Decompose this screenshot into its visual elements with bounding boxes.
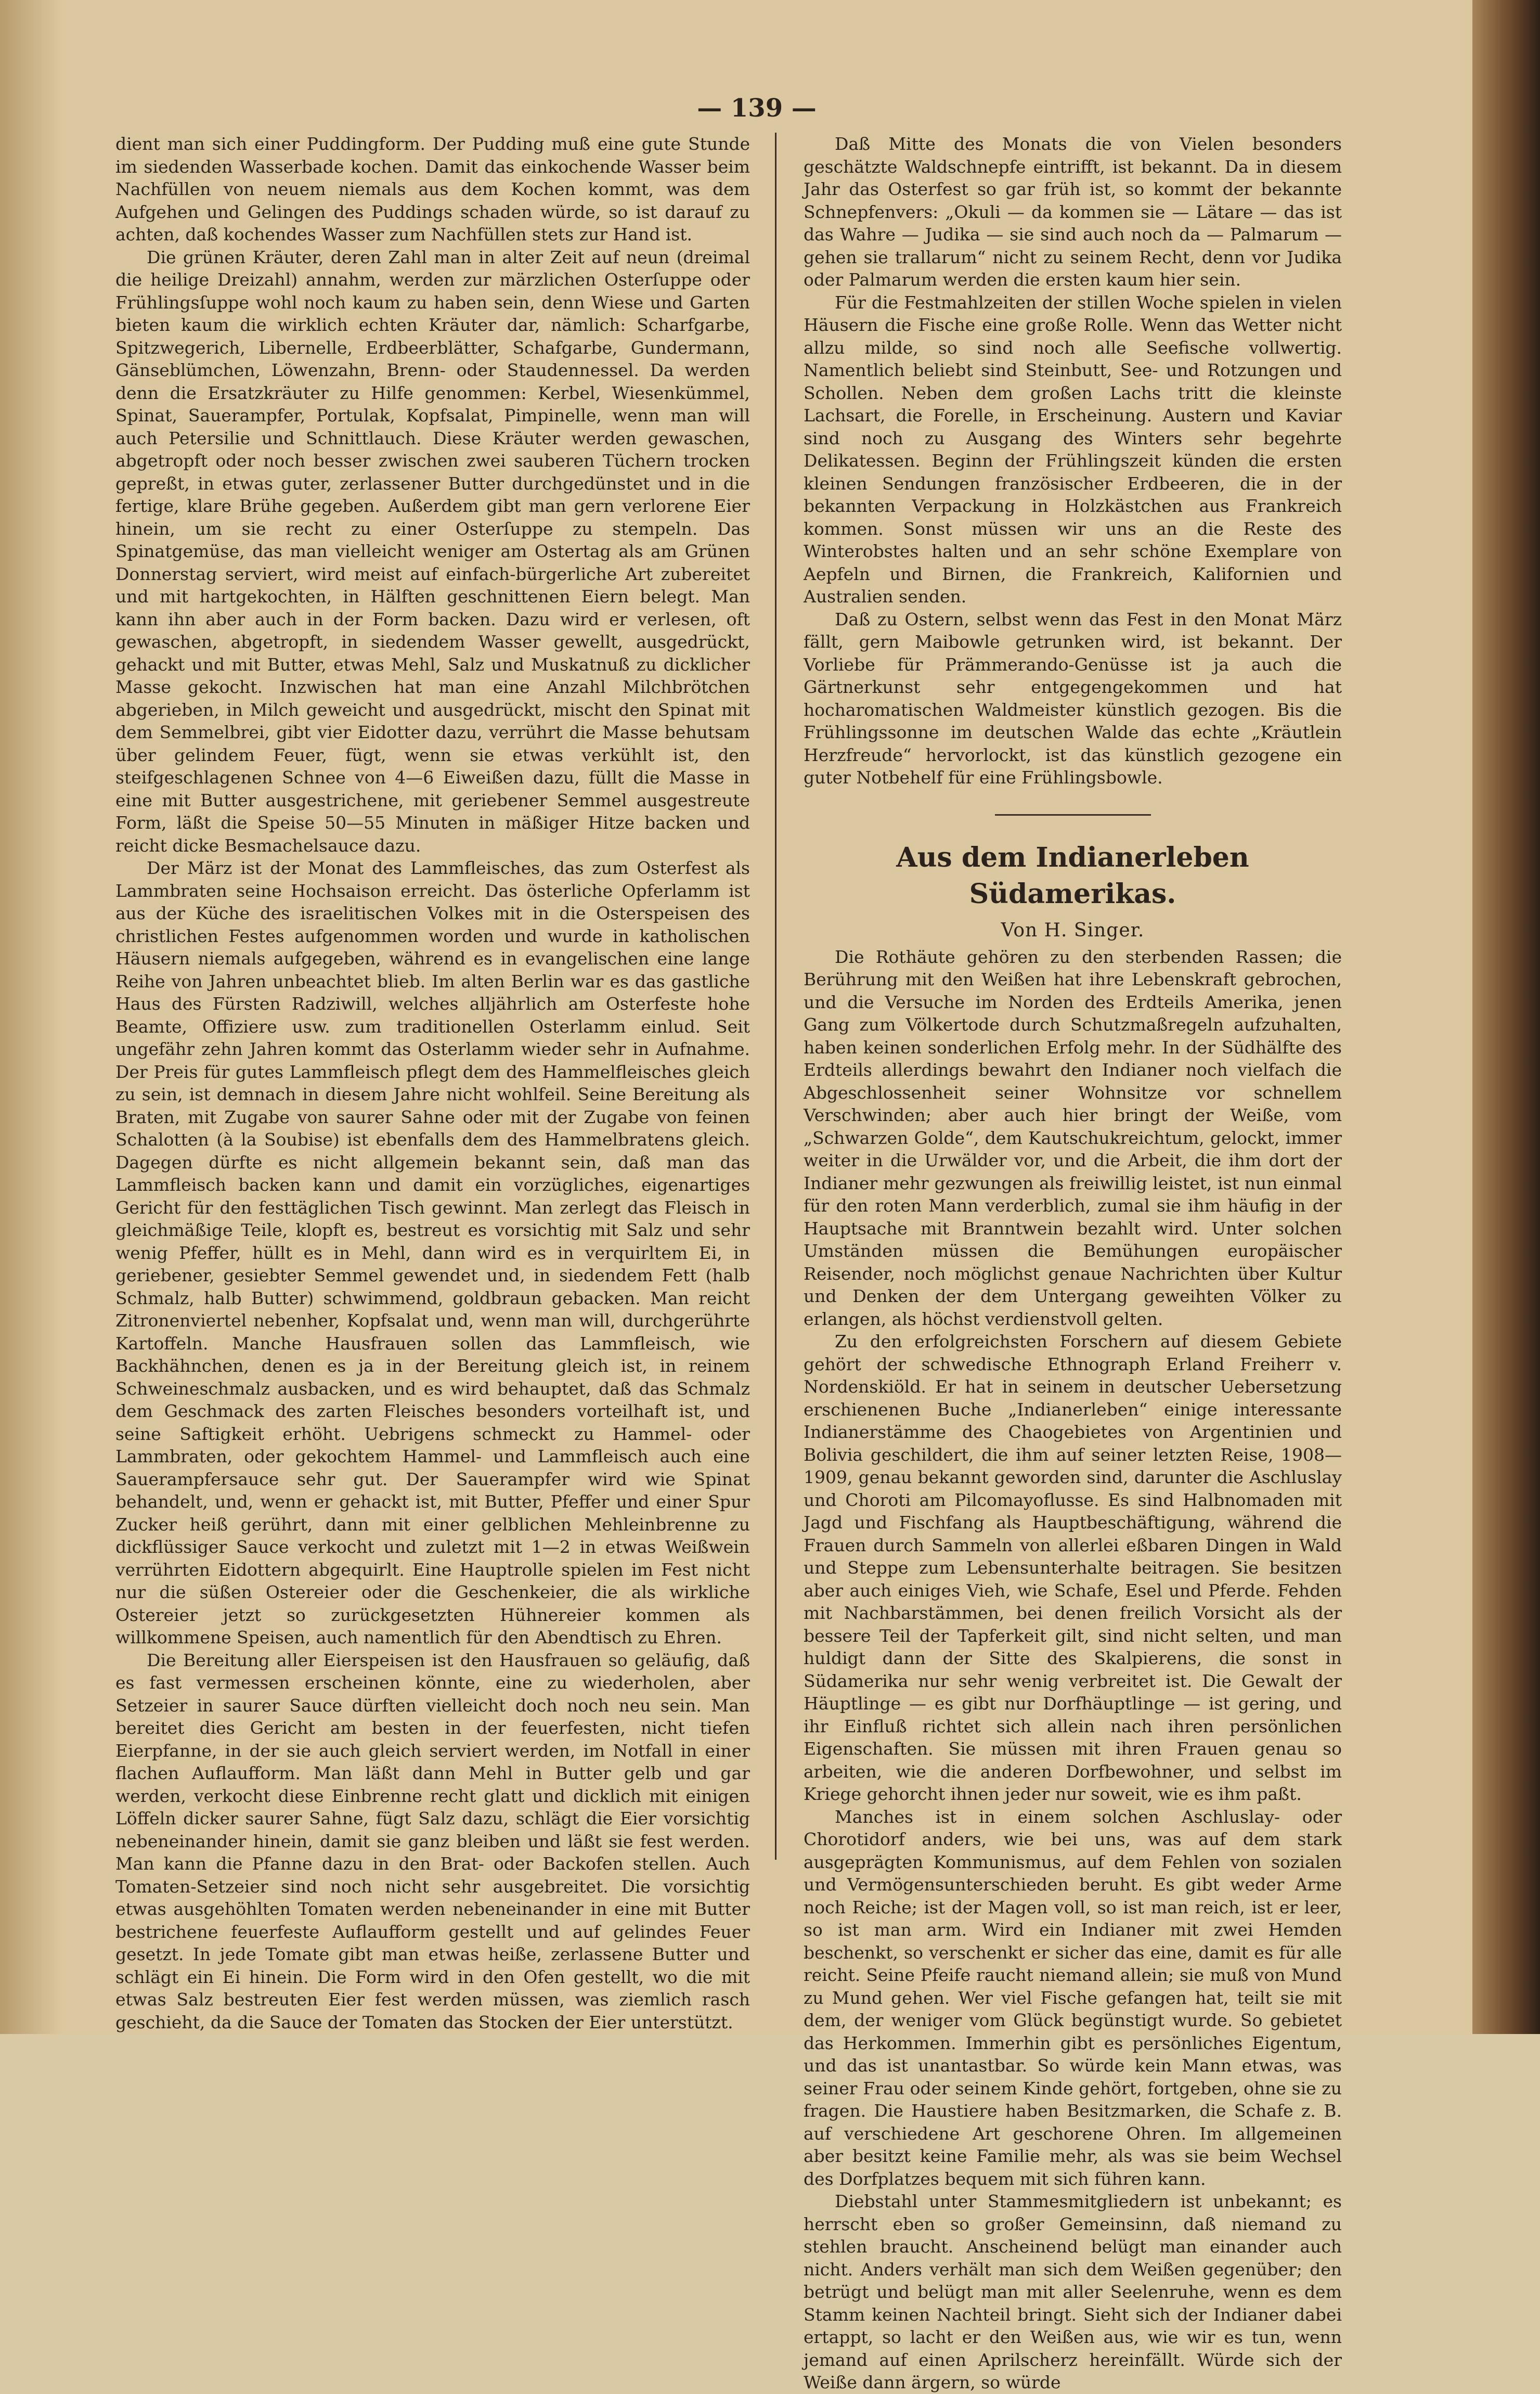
paragraph: Daß Mitte des Monats die von Vielen besonders geschätzte Waldschnepfe eintrifft, ist bekannt. Da in diesem Jahr das Osterfest so gar früh ist, so kommt der bekannte Schnepfenvers: „Okuli — da kommen sie — Lätare — das ist das Wahre — Judika — sie sind auch noch da — Palmarum — gehen sie trallarum“ nicht zu seinem Recht, denn vor Judika oder Palmarum werden die ersten kaum hier sein.	[804, 134, 1342, 290]
right-column	[804, 133, 1342, 2394]
paragraph: Die Rothäute gehören zu den sterbenden Rassen; die Berührung mit den Weißen hat ihre Lebenskraft gebrochen, und die Versuche im Norden des Erdteils Amerika, jenen Gang zum Völkertode durch Schutzmaßregeln aufzuhalten, haben keinen sonderlichen Erfolg mehr. In der Südhälfte des Erdteils allerdings bewahrt den Indianer noch vielfach die Abgeschlossenheit seiner Wohnsitze vor schnellem Verschwinden; aber auch hier bringt der Weiße, vom „Schwarzen Golde“, dem Kautschukreichtum, gelockt, immer weiter in die Urwälder vor, und die Arbeit, die ihm dort der Indianer mehr gezwungen als freiwillig leistet, ist nun einmal für den roten Mann verderblich, zumal sie ihm häufig in der Hauptsache mit Branntwein bezahlt wird. Unter solchen Umständen müssen die Bemühungen europäischer Reisender, noch möglichst genaue Nachrichten über Kultur und Denken der dem Untergang geweihten Völker zu erlangen, als höchst verdienstvoll gelten.	[804, 946, 1342, 1329]
book-binding-edge	[1472, 0, 1540, 2034]
paragraph: Zu den erfolgreichsten Forschern auf diesem Gebiete gehört der schwedische Ethnograph Erland Freiherr v. Nordenskiöld. Er hat in seinem in deutscher Uebersetzung erschienenen Buche „Indianerleben“ einige interessante Indianerstämme des Chaogebietes von Argentinien und Bolivia geschildert, die ihm auf seiner letzten Reise, 1908—1909, genau bekannt geworden sind, darunter die Aschluslay und Choroti am Pilcomayoflusse. Es sind Halbnomaden mit Jagd und Fischfang als Hauptbeschäftigung, während die Frauen durch Sammeln von allerlei eßbaren Dingen in Wald und Steppe zum Lebensunterhalte beitragen. Sie besitzen aber auch einiges Vieh, wie Schafe, Esel und Pferde. Fehden mit Nachbarstämmen, bei denen freilich Vorsicht als der bessere Teil der Tapferkeit gilt, sind nicht selten, und man huldigt dann der Sitte des Skalpierens, die sonst in Südamerika nur sehr wenig verbreitet ist. Die Gewalt der Häuptlinge — es gibt nur Dorfhäuptlinge — ist gering, und ihr Einfluß richtet sich allein nach ihren persönlichen Eigenschaften. Sie müssen mit ihren Frauen genau so arbeiten, wie die anderen Dorfbewohner, und selbst im Kriege gehorcht ihnen jeder nur soweit, wie es ihm paßt.	[804, 1331, 1342, 1804]
article-byline: Von H. Singer.	[1001, 919, 1145, 941]
page-number: — 139 —	[697, 94, 817, 123]
left-column	[115, 133, 750, 2033]
paragraph: Für die Festmahlzeiten der stillen Woche spielen in vielen Häusern die Fische eine große Rolle. Wenn das Wetter nicht allzu milde, so sind noch alle Seefische vollwertig. Namentlich beliebt sind Steinbutt, See- und Rotzungen und Schollen. Neben dem großen Lachs tritt die kleinste Lachsart, die Forelle, in Erscheinung. Austern und Kaviar sind noch zu Ausgang des Winters sehr begehrte Delikatessen. Beginn der Frühlingszeit künden die ersten kleinen Sendungen französischer Erdbeeren, die in der bekannten Verpackung in Holzkästchen aus Frankreich kommen. Sonst müssen wir uns an die Reste des Winterobstes halten und an sehr schöne Exemplare von Aepfeln und Birnen, die Frankreich, Kalifornien und Australien senden.	[804, 292, 1342, 607]
paragraph: Manches ist in einem solchen Aschluslay- oder Chorotidorf anders, wie bei uns, was auf dem stark ausgeprägten Kommunismus, auf dem Fehlen von sozialen und Vermögensunterschieden beruht. Es gibt weder Arme noch Reiche; ist der Magen voll, so ist man reich, ist er leer, so ist man arm. Wird ein Indianer mit zwei Hemden beschenkt, so verschenkt er sicher das eine, damit es für alle reicht. Seine Pfeife raucht niemand allein; sie muß von Mund zu Mund gehen. Wer viel Fische gefangen hat, teilt sie mit dem, der weniger vom Glück begünstigt wurde. So gebietet das Herkommen. Immerhin gibt es persönliches Eigentum, und das ist unantastbar. So würde kein Mann etwas, was seiner Frau oder seinem Kinde gehört, fortgeben, ohne sie zu fragen. Die Haustiere haben Besitzmarken, die Schafe z. B. auf verschiedene Art geschorene Ohren. Im allgemeinen aber besitzt keine Familie mehr, als was sie beim Wechsel des Dorfplatzes bequem mit sich führen kann.	[804, 1806, 1342, 2189]
column-divider	[775, 133, 777, 1860]
paragraph: Die Bereitung aller Eierspeisen ist den Hausfrauen so geläufig, daß es fast vermessen erscheinen könnte, eine zu wiederholen, aber Setzeier in saurer Sauce dürften vielleicht doch noch neu sein. Man bereitet dies Gericht am besten in der feuerfesten, nicht tiefen Eierpfanne, in der sie auch gleich serviert werden, im Notfall in einer flachen Auflaufform. Man läßt dann Mehl in Butter gelb und gar werden, verkocht diese Einbrenne recht glatt und dicklich mit einigen Löffeln dicker saurer Sahne, fügt Salz dazu, schlägt die Eier vorsichtig nebeneinander hinein, damit sie ganz bleiben und läßt sie fest werden. Man kann die Pfanne dazu in den Brat- oder Backofen stellen. Auch Tomaten-Setzeier sind noch nicht sehr ausgebreitet. Die vorsichtig etwas ausgehöhlten Tomaten werden nebeneinander in eine mit Butter bestrichene feuerfeste Auflaufform gestellt und auf gelindes Feuer gesetzt. In jede Tomate gibt man etwas heiße, zerlassene Butter und schlägt ein Ei hinein. Die Form wird in den Ofen gestellt, wo die mit etwas Salz bestreuten Eier fest werden müssen, was ziemlich rasch geschieht, da die Sauce der Tomaten das Stocken der Eier unterstützt.	[115, 1650, 750, 2032]
article-title: Aus dem Indianerleben Südamerikas.	[896, 841, 1249, 910]
paragraph: Diebstahl unter Stammesmitgliedern ist unbekannt; es herrscht eben so großer Gemeinsinn, daß niemand zu stehlen braucht. Anscheinend belügt man einander auch nicht. Anders verhält man sich dem Weißen gegenüber; den betrügt und belügt man mit aller Seelenruhe, wenn es dem Stamm keinen Nachteil bringt. Sieht sich der Indianer dabei ertappt, so lacht er den Weißen aus, wie wir es tun, wenn jemand auf einen Aprilscherz hereinfällt. Würde sich der Weiße dann ärgern, so würde	[804, 2191, 1342, 2392]
paragraph: Die grünen Kräuter, deren Zahl man in alter Zeit auf neun (dreimal die heilige Dreizahl) annahm, werden zur märzlichen Osterſuppe oder Frühlingsſuppe wohl noch kaum zu haben sein, denn Wiese und Garten bieten kaum die wirklich echten Kräuter dar, nämlich: Scharfgarbe, Spitzwegerich, Libernelle, Erdbeerblätter, Schafgarbe, Gundermann, Gänseblümchen, Löwenzahn, Brenn- oder Staudennessel. Da werden denn die Ersatzkräuter zu Hilfe genommen: Kerbel, Wiesenkümmel, Spinat, Sauerampfer, Portulak, Kopfsalat, Pimpinelle, wenn man will auch Petersilie und Schnittlauch. Diese Kräuter werden gewaschen, abgetropft oder noch besser zwischen zwei sauberen Tüchern trocken gepreßt, in etwas guter, zerlassener Butter durchgedünstet und in die fertige, klare Brühe gegeben. Außerdem gibt man gern verlorene Eier hinein, um sie recht zu einer Osterſuppe zu stempeln. Das Spinatgemüse, das man vielleicht weniger am Ostertag als am Grünen Donnerstag serviert, wird meist auf einfach-bürgerliche Art zubereitet und mit hartgekochten, in Hälften geschnittenen Eiern belegt. Man kann ihn aber auch in der Form backen. Dazu wird er verlesen, oft gewaschen, abgetropft, in siedendem Wasser gewellt, ausgedrückt, gehackt und mit Butter, etwas Mehl, Salz und Muskatnuß zu dicklicher Masse gekocht. Inzwischen hat man eine Anzahl Milchbrötchen abgerieben, in Milch geweicht und ausgedrückt, mischt den Spinat mit dem Semmelbrei, gibt vier Eidotter dazu, verrührt die Masse behutsam über gelindem Feuer, fügt, wenn sie etwas verkühlt ist, den steifgeschlagenen Schnee von 4—6 Eiweißen dazu, füllt die Masse in eine mit Butter ausgestrichene, mit geriebener Semmel ausgestreute Form, läßt die Speise 50—55 Minuten in mäßiger Hitze backen und reicht dicke Besmachelsauce dazu.	[115, 247, 750, 856]
paragraph: dient man sich einer Puddingform. Der Pudding muß eine gute Stunde im siedenden Wasserbade kochen. Damit das einkochende Wasser beim Nachfüllen von neuem niemals aus dem Kochen kommt, was dem Aufgehen und Gelingen des Puddings schaden würde, so ist darauf zu achten, daß kochendes Wasser zum Nachfüllen stets zur Hand ist.	[115, 134, 750, 244]
section-rule	[995, 814, 1151, 816]
paragraph: Der März ist der Monat des Lammfleisches, das zum Osterfest als Lammbraten seine Hochsaison erreicht. Das österliche Opferlamm ist aus der Küche des israelitischen Volkes mit in die Osterspeisen des christlichen Festes aufgenommen worden und wurde in katholischen Häusern niemals aufgegeben, während es in evangelischen eine lange Reihe von Jahren unbeachtet blieb. Im alten Berlin war es das gastliche Haus des Fürsten Radziwill, welches alljährlich am Osterfeste hohe Beamte, Offiziere usw. zum traditionellen Osterlamm einlud. Seit ungefähr zehn Jahren kommt das Osterlamm wieder sehr in Aufnahme. Der Preis für gutes Lammfleisch pflegt dem des Hammelfleisches gleich zu sein, ist demnach in diesem Jahre nicht wohlfeil. Seine Bereitung als Braten, mit Zugabe von saurer Sahne oder mit der Zugabe von feinen Schalotten (à la Soubise) ist ebenfalls dem des Hammelbratens gleich. Dagegen dürfte es nicht allgemein bekannt sein, daß man das Lammfleisch backen kann und damit ein vorzügliches, eigenartiges Gericht für den festtäglichen Tisch gewinnt. Man zerlegt das Fleisch in gleichmäßige Teile, klopft es, bestreut es vorsichtig mit Salz und sehr wenig Pfeffer, hüllt es in Mehl, dann wird es in verquirltem Ei, in geriebener, gesiebter Semmel gewendet und, in siedendem Fett (halb Schmalz, halb Butter) schwimmend, goldbraun gebacken. Man reicht Zitronenviertel nebenher, Kopfsalat und, wenn man will, durchgerührte Kartoffeln. Manche Hausfrauen sollen das Lammfleisch, wie Backhähnchen, denen es ja in der Bereitung gleich ist, in reinem Schweineschmalz ausbacken, und es wird behauptet, daß das Schmalz dem Geschmack des zarten Fleisches besonders vorteilhaft ist, und seine Saftigkeit erhöht. Uebrigens schmeckt zu Hammel- oder Lammbraten, oder gekochtem Hammel- und Lammfleisch auch eine Sauerampfersauce sehr gut. Der Sauerampfer wird wie Spinat behandelt, und, wenn er gehackt ist, mit Butter, Pfeffer und einer Spur Zucker heiß gerührt, dann mit einer gelblichen Mehleinbrenne zu dickflüssiger Sauce verkocht und zuletzt mit 1—2 in etwas Weißwein verrührten Eidottern abgequirlt. Eine Hauptrolle spielen im Fest nicht nur die süßen Ostereier oder die Geschenkeier, die als wirkliche Ostereier jetzt so zurückgesetzten Hühnereier kommen als willkommene Speisen, auch namentlich für den Abendtisch zu Ehren.	[115, 858, 750, 1648]
page-gutter-shadow	[0, 0, 62, 2034]
paragraph: Daß zu Ostern, selbst wenn das Fest in den Monat März fällt, gern Maibowle getrunken wird, ist bekannt. Der Vorliebe für Prämmerando-Genüsse ist ja auch die Gärtnerkunst sehr entgegengekommen und hat hocharomatischen Waldmeister künstlich gezogen. Bis die Frühlingssonne im deutschen Walde das echte „Kräutlein Herzfreude“ hervorlockt, ist das künstlich gezogene ein guter Notbehelf für eine Frühlingsbowle.	[804, 609, 1342, 788]
